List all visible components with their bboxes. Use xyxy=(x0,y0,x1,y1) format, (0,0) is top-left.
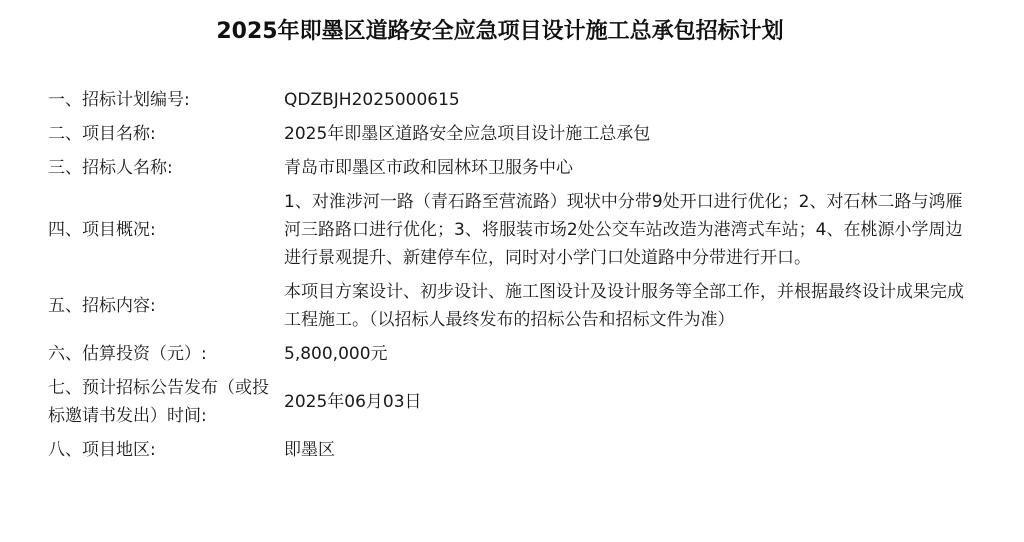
field-row-tenderer-name xyxy=(48,154,968,182)
field-value: 2025年即墨区道路安全应急项目设计施工总承包 xyxy=(284,124,651,144)
field-label: 四、项目概况: xyxy=(48,220,156,240)
field-label: 二、项目名称: xyxy=(48,124,156,144)
field-row-estimated-investment xyxy=(48,340,968,368)
field-row-project-overview xyxy=(48,188,968,272)
field-value: 本项目方案设计、初步设计、施工图设计及设计服务等全部工作，并根据最终设计成果完成工程施工。（以招标人最终发布的招标公告和招标文件为准） xyxy=(284,282,964,330)
field-label: 五、招标内容: xyxy=(48,296,156,316)
field-label: 三、招标人名称: xyxy=(48,158,173,178)
field-value: 青岛市即墨区市政和园林环卫服务中心 xyxy=(284,158,573,178)
field-row-announcement-time xyxy=(48,374,968,430)
field-row-tender-content xyxy=(48,278,968,334)
field-row-plan-number xyxy=(48,86,968,114)
field-value: 即墨区 xyxy=(284,440,335,460)
field-value: 1、对淮涉河一路（青石路至营流路）现状中分带9处开口进行优化；2、对石林二路与鸿雁河三路路口进行优化；3、将服装市场2处公交车站改造为港湾式车站；4、在桃源小学周边进行景观提升、新建停车位，同时对小学门口处道路中分带进行开口。 xyxy=(284,192,963,268)
document-title: 2025年即墨区道路安全应急项目设计施工总承包招标计划 xyxy=(216,19,784,44)
field-list xyxy=(48,86,968,470)
field-row-project-name xyxy=(48,120,968,148)
field-label: 八、项目地区: xyxy=(48,440,156,460)
field-value: QDZBJH2025000615 xyxy=(284,90,460,110)
field-label: 七、预计招标公告发布（或投标邀请书发出）时间: xyxy=(48,378,269,426)
field-label: 六、估算投资（元）: xyxy=(48,344,207,364)
field-row-project-area xyxy=(48,436,968,464)
field-value: 5,800,000元 xyxy=(284,344,388,364)
field-label: 一、招标计划编号: xyxy=(48,90,190,110)
field-value: 2025年06月03日 xyxy=(284,392,422,412)
